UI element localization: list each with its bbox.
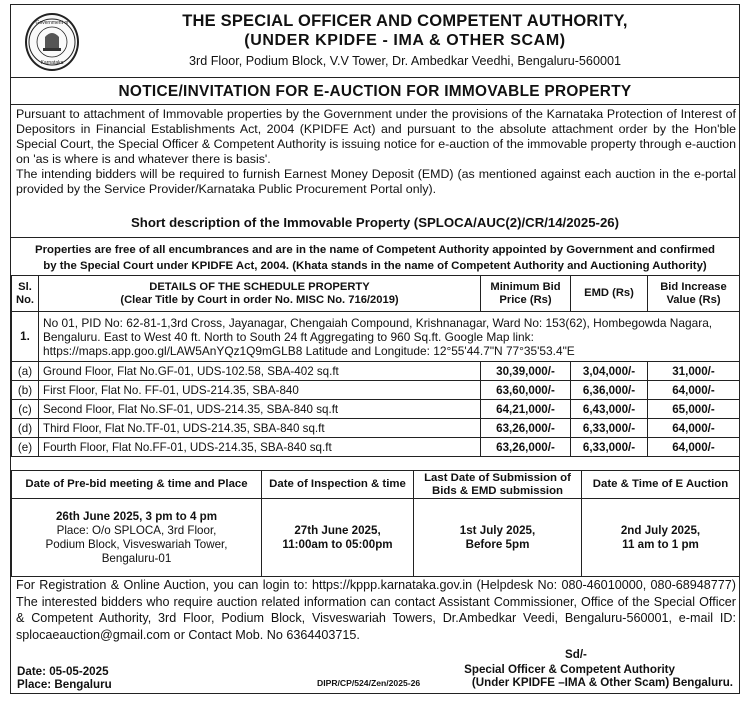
col-details-line1: DETAILS OF THE SCHEDULE PROPERTY <box>149 281 370 293</box>
row-sl: (a) <box>12 362 39 381</box>
signatory-title: Special Officer & Competent Authority <box>464 663 675 676</box>
main-property-description: No 01, PID No: 62-81-1,3rd Cross, Jayanagar, Chengaiah Compound, Krishnanagar, Ward No: 153(62), Hombegowda Nagara, Bengaluru. East to West 40 ft. North to South 24 ft Aggregating to 960 Sq.ft. Google Map link: https://maps.app.goo.gl/LAW5AnYQz1Q9mGLB8 Latitude and Longitude: 12°55'44.7"N 77°35'53.4"E <box>39 312 740 362</box>
prebid-place-3: Bengaluru-01 <box>101 551 172 565</box>
prebid-place-2: Podium Block, Visveswariah Tower, <box>45 537 228 551</box>
submission-date: 1st July 2025, <box>459 523 536 537</box>
row-bid-increase: 65,000/- <box>648 400 740 419</box>
row-emd: 3,04,000/- <box>571 362 648 381</box>
row-sl: (d) <box>12 419 39 438</box>
col-submission: Last Date of Submission of Bids & EMD submission <box>414 471 582 499</box>
notice <box>10 4 740 694</box>
prebid-cell <box>12 499 262 577</box>
table-row <box>12 400 740 419</box>
row-min-bid: 30,39,000/- <box>481 362 571 381</box>
col-details-line2: (Clear Title by Court in order No. MISC No. 716/2019) <box>120 293 399 306</box>
row-min-bid: 63,26,000/- <box>481 438 571 457</box>
row-description: Ground Floor, Flat No.GF-01, UDS-102.58, SBA-402 sq.ft <box>39 362 481 381</box>
date-place-block <box>17 665 112 691</box>
col-inspection: Date of Inspection & time <box>262 471 414 499</box>
notice-place: Place: Bengaluru <box>17 678 112 691</box>
inspection-time: 11:00am to 05:00pm <box>282 537 393 551</box>
col-details <box>39 276 481 312</box>
header <box>11 5 739 77</box>
encumbrance-note <box>11 237 739 275</box>
row-description: Second Floor, Flat No.SF-01, UDS-214.35, SBA-840 sq.ft <box>39 400 481 419</box>
intro-paragraph <box>16 107 736 197</box>
intro-p1: Pursuant to attachment of Immovable properties by the Government under the provisions of the Karnataka Protection of Interest of Depositors in Financial Establishments Act, 2004 (KPIDFE Act) and pursuant to the absolute attachment order by the Hon'ble Special Court, the Special Officer & Competent Authority is issuing notice for e-auction of the immovable property through e-auction on 'as is where is and whatever there is basis'. <box>16 107 736 166</box>
col-auction: Date & Time of E Auction <box>582 471 740 499</box>
inspection-cell <box>262 499 414 577</box>
row-bid-increase: 64,000/- <box>648 381 740 400</box>
col-prebid: Date of Pre-bid meeting & time and Place <box>12 471 262 499</box>
table-row <box>12 438 740 457</box>
col-bid-increase: Bid Increase Value (Rs) <box>648 276 740 312</box>
intro-p2: The intending bidders will be required to furnish Earnest Money Deposit (EMD) (as mentioned against each auction in the e-portal provided by the Service Provider/Karnataka Public Procurement Portal only). <box>16 167 736 196</box>
notice-date: Date: 05-05-2025 <box>17 665 109 678</box>
authority-title: THE SPECIAL OFFICER AND COMPETENT AUTHORITY, <box>182 12 628 30</box>
row-min-bid: 64,21,000/- <box>481 400 571 419</box>
short-description-heading: Short description of the Immovable Property (SPLOCA/AUC(2)/CR/14/2025-26) <box>130 215 620 230</box>
row-min-bid: 63,26,000/- <box>481 419 571 438</box>
row-min-bid: 63,60,000/- <box>481 381 571 400</box>
encumbrance-line-1: Properties are free of all encumbrances and are in the name of Competent Authority appointed by Government and confirmed <box>35 244 715 256</box>
row-sl: (e) <box>12 438 39 457</box>
row-bid-increase: 64,000/- <box>648 419 740 438</box>
footer <box>11 645 739 695</box>
table-row <box>12 362 740 381</box>
row-emd: 6,36,000/- <box>571 381 648 400</box>
auction-cell <box>582 499 740 577</box>
main-sl: 1. <box>12 312 39 362</box>
row-description: Third Floor, Flat No.TF-01, UDS-214.35, SBA-840 sq.ft <box>39 419 481 438</box>
authority-subtitle: (UNDER KPIDFE - IMA & OTHER SCAM) <box>244 32 566 49</box>
seal-text-bottom: Karnataka <box>40 60 64 66</box>
signatory-office: (Under KPIDFE –IMA & Other Scam) Bengaluru. <box>471 676 733 689</box>
table-row <box>12 381 740 400</box>
row-description: First Floor, Flat No. FF-01, UDS-214.35, SBA-840 <box>39 381 481 400</box>
col-min-bid: Minimum Bid Price (Rs) <box>481 276 571 312</box>
col-emd: EMD (Rs) <box>571 276 648 312</box>
row-bid-increase: 31,000/- <box>648 362 740 381</box>
submission-time: Before 5pm <box>465 537 530 551</box>
prebid-place-1: Place: O/o SPLOCA, 3rd Floor, <box>56 523 217 537</box>
row-bid-increase: 64,000/- <box>648 438 740 457</box>
table-row <box>12 419 740 438</box>
auction-time: 11 am to 1 pm <box>622 537 699 551</box>
notice-banner: NOTICE/INVITATION FOR E-AUCTION FOR IMMOVABLE PROPERTY <box>11 77 739 105</box>
row-emd: 6,43,000/- <box>571 400 648 419</box>
row-description: Fourth Floor, Flat No.FF-01, UDS-214.35, SBA-840 sq.ft <box>39 438 481 457</box>
col-sl-no: Sl. No. <box>12 276 39 312</box>
signature-sd: Sd/- <box>565 648 587 661</box>
auction-date: 2nd July 2025, <box>620 523 701 537</box>
row-sl: (c) <box>12 400 39 419</box>
row-sl: (b) <box>12 381 39 400</box>
submission-cell <box>414 499 582 577</box>
property-table <box>11 275 740 457</box>
row-emd: 6,33,000/- <box>571 438 648 457</box>
dipr-reference: DIPR/CP/524/Zen/2025-26 <box>317 678 421 688</box>
prebid-date: 26th June 2025, 3 pm to 4 pm <box>55 509 218 523</box>
schedule-table <box>11 470 740 577</box>
seal-text-top: Government of <box>35 20 69 26</box>
row-emd: 6,33,000/- <box>571 419 648 438</box>
property-main-row <box>12 312 740 362</box>
encumbrance-line-2: by the Special Court under KPIDFE Act, 2004. (Khata stands in the name of Competent Authority and Auctioning Authority) <box>43 260 707 272</box>
inspection-date: 27th June 2025, <box>294 523 381 537</box>
registration-paragraph: For Registration & Online Auction, you can login to: https://kppp.karnataka.gov.in (Helpdesk No: 080-46010000, 080-68948777) The interested bidders who require auction related information can contact Assistant Commissioner, Office of the Special Officer & Competent Authority, 3rd Floor, Podium Block, Visveswariah Towers, Dr.Ambedkar Veedi, Bengaluru-560001, e-mail ID: splocaeauction@gmail.com or Contact Mob. No 6364403715. <box>16 578 736 642</box>
authority-address: 3rd Floor, Podium Block, V.V Tower, Dr. Ambedkar Veedhi, Bengaluru-560001 <box>189 54 621 68</box>
